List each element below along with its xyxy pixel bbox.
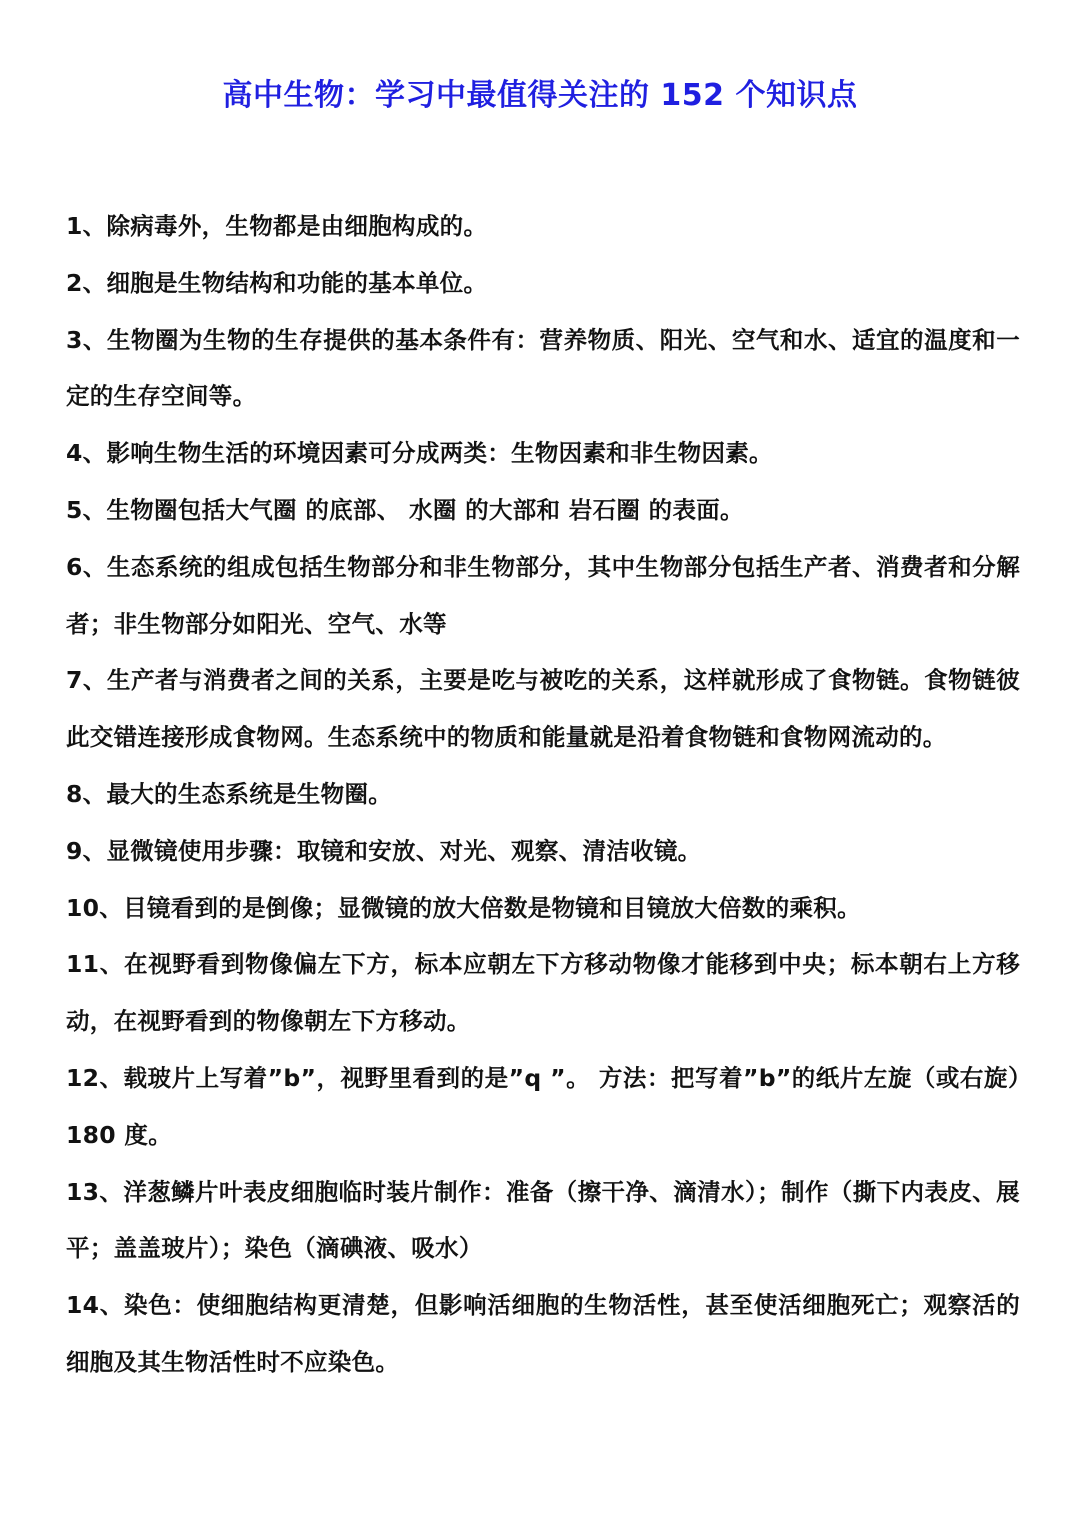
knowledge-point-12: 12、载玻片上写着”b”，视野里看到的是”q ”。 方法：把写着”b”的纸片左旋（或右旋）180 度。 [66,1063,1020,1149]
knowledge-point-1: 1、除病毒外，生物都是由细胞构成的。 [66,212,488,240]
knowledge-point-list [66,198,1020,1391]
knowledge-point-10: 10、目镜看到的是倒像；显微镜的放大倍数是物镜和目镜放大倍数的乘积。 [66,893,861,922]
knowledge-point-5: 5、生物圈包括大气圈 的底部、 水圈 的大部和 岩石圈 的表面。 [66,495,744,524]
knowledge-point-13: 13、洋葱鳞片叶表皮细胞临时装片制作：准备（擦干净、滴清水）；制作（撕下内表皮、展平；盖盖玻片）；染色（滴碘液、吸水） [66,1177,1020,1263]
knowledge-point-4: 4、影响生物生活的环境因素可分成两类：生物因素和非生物因素。 [66,439,773,468]
document-title: 高中生物：学习中最值得关注的 152 个知识点 [222,78,858,113]
knowledge-point-3: 3、生物圈为生物的生存提供的基本条件有：营养物质、阳光、空气和水、适宜的温度和一定的生存空间等。 [66,325,1020,411]
knowledge-point-6: 6、生态系统的组成包括生物部分和非生物部分，其中生物部分包括生产者、消费者和分解者；非生物部分如阳光、空气、水等 [66,552,1020,638]
knowledge-point-8: 8、最大的生态系统是生物圈。 [66,779,393,808]
knowledge-point-14: 14、染色：使细胞结构更清楚，但影响活细胞的生物活性，甚至使活细胞死亡；观察活的细胞及其生物活性时不应染色。 [66,1291,1020,1376]
knowledge-point-9: 9、显微镜使用步骤：取镜和安放、对光、观察、清洁收镜。 [66,836,702,865]
knowledge-point-7: 7、生产者与消费者之间的关系，主要是吃与被吃的关系，这样就形成了食物链。食物链彼此交错连接形成食物网。生态系统中的物质和能量就是沿着食物链和食物网流动的。 [66,666,1020,752]
knowledge-point-2: 2、细胞是生物结构和功能的基本单位。 [66,268,488,297]
knowledge-point-11: 11、在视野看到物像偏左下方，标本应朝左下方移动物像才能移到中央；标本朝右上方移动，在视野看到的物像朝左下方移动。 [66,950,1020,1036]
